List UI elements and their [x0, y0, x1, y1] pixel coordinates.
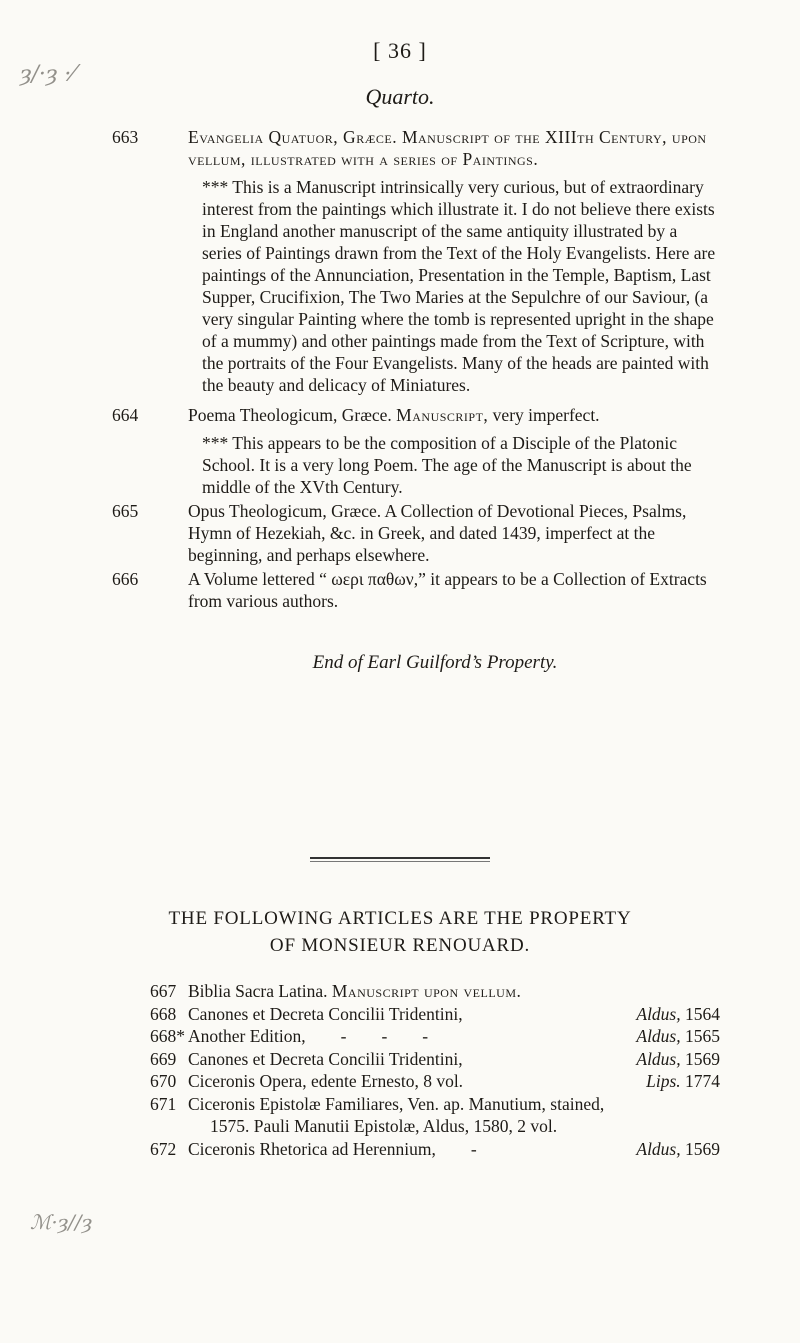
lot-title-continued: 1575. Pauli Manutii Epistolæ, Aldus, 1580, 2 vol. [210, 1116, 558, 1136]
lot-title-tail: very imperfect. [492, 405, 600, 425]
lot-printer: Aldus, [636, 1048, 681, 1069]
lot-number: 670 [150, 1071, 177, 1091]
divider-rule-thin [310, 861, 490, 862]
lot-printer: Aldus, [636, 1138, 681, 1159]
lot-year: 1774 [685, 1071, 720, 1091]
lot-668 [150, 1003, 720, 1026]
lot-year: 1569 [685, 1138, 720, 1159]
lot-number: 664 [112, 405, 139, 425]
page-number: [ 36 ] [373, 38, 427, 63]
lot-664-note: *** This appears to be the composition of a Disciple of the Platonic School. It is a very long Poem. The age of the Manuscript is about the middle of the XVth Century. [202, 433, 692, 497]
lot-668-star [150, 1025, 720, 1048]
lot-664 [112, 404, 720, 426]
lot-year: 1565 [685, 1026, 720, 1046]
lot-670 [150, 1070, 720, 1093]
lot-printer: Aldus, [636, 1003, 681, 1024]
lot-printer: Aldus, [636, 1026, 681, 1046]
lot-title-sc: Manuscript, [396, 405, 489, 425]
handwritten-mark-top-left: ȝ/·ȝ ·⁄ [20, 62, 76, 87]
lot-year: 1564 [685, 1003, 720, 1024]
renouard-heading [0, 905, 800, 959]
lot-title: Canones et Decreta Concilii Tridentini, [188, 1003, 463, 1024]
lot-671 [150, 1093, 720, 1116]
renouard-heading-line1: THE FOLLOWING ARTICLES ARE THE PROPERTY [168, 908, 632, 929]
lot-title: Ciceronis Rhetorica ad Herennium, - [188, 1138, 477, 1159]
lot-666 [112, 568, 720, 612]
lot-title: Ciceronis Opera, edente Ernesto, 8 vol. [188, 1071, 464, 1091]
divider-rule [310, 857, 490, 859]
lot-number: 668* [150, 1026, 185, 1046]
lot-672 [150, 1138, 720, 1161]
lot-title-sc: Manuscript upon vellum. [331, 981, 522, 1001]
lot-title: Poema Theologicum, Græce. [188, 405, 392, 425]
lot-title: Another Edition, - - - [188, 1026, 429, 1046]
lot-title: Evangelia Quatuor, Græce. Manuscript of the XIIIth Century, upon vellum, illustrated with a series of Paintings. [188, 127, 707, 169]
lot-number: 666 [112, 569, 139, 589]
lot-number: 669 [150, 1048, 177, 1069]
lot-list-guilford [112, 126, 720, 674]
lot-665 [112, 500, 720, 566]
end-note: End of Earl Guilford’s Property. [312, 652, 558, 673]
lot-number: 665 [112, 501, 139, 521]
lot-title: Ciceronis Epistolæ Familiares, Ven. ap. Manutium, stained, [188, 1093, 605, 1114]
lot-number: 663 [112, 127, 139, 147]
lot-number: 668 [150, 1003, 177, 1024]
lot-number: 667 [150, 981, 177, 1001]
lot-669 [150, 1048, 720, 1071]
lot-title: Canones et Decreta Concilii Tridentini, [188, 1048, 463, 1069]
lot-list-renouard [150, 980, 720, 1160]
lot-667 [150, 980, 720, 1003]
lot-number: 672 [150, 1138, 177, 1159]
lot-printer: Lips. [646, 1071, 681, 1091]
lot-title: A Volume lettered “ ωερι παθων,” it appears to be a Collection of Extracts from various authors. [188, 569, 707, 611]
lot-663-note: *** This is a Manuscript intrinsically very curious, but of extraordinary interest from the paintings which illustrate it. I do not believe there exists in England another manuscript of the same antiquity illustrated by a series of Paintings drawn from the Text of the Holy Evangelists. Here are paintings of the Annunciation, Presentation in the Temple, Baptism, Last Supper, Crucifixion, The Two Maries at the Sepulchre of our Saviour, (a very singular Painting where the tomb is represented upright in the shape of a mummy) and other paintings made from the Text of Scripture, with the portraits of the Four Evangelists. Many of the heads are painted with the beauty and delicacy of Miniatures. [202, 177, 716, 395]
renouard-heading-line2: OF MONSIEUR RENOUARD. [269, 935, 531, 956]
lot-663 [112, 126, 720, 170]
lot-671-continued [150, 1115, 720, 1138]
section-title: Quarto. [365, 84, 435, 109]
lot-number: 671 [150, 1093, 177, 1114]
lot-year: 1569 [685, 1048, 720, 1069]
lot-title: Opus Theologicum, Græce. A Collection of Devotional Pieces, Psalms, Hymn of Hezekiah, &c. in Greek, and dated 1439, imperfect at the beginning, and perhaps elsewhere. [188, 501, 687, 565]
handwritten-mark-bottom-left: ℳ·ȝ//ȝ [30, 1210, 93, 1234]
lot-title: Biblia Sacra Latina. [188, 981, 328, 1001]
